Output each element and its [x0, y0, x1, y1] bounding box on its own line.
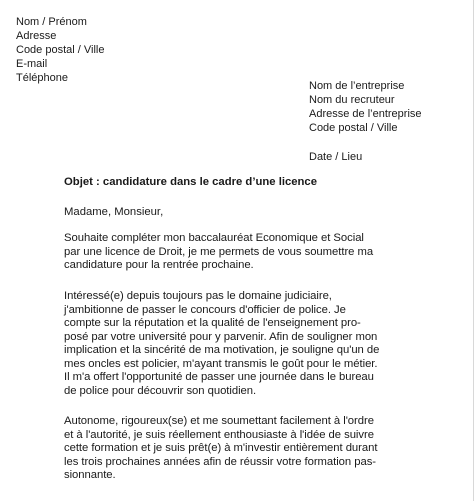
- sender-email: E-mail: [16, 58, 48, 70]
- salutation: Madame, Monsieur,: [64, 206, 164, 218]
- sender-address: Adresse: [16, 30, 57, 42]
- recipient-block: [309, 79, 422, 135]
- paragraph-line: Intéressé(e) depuis toujours pas le domaine judiciaire,: [64, 290, 332, 302]
- sender-name: Nom / Prénom: [16, 16, 87, 28]
- paragraph-line: et à l'autorité, je suis réellement enthousiaste à l'idée de suivre: [64, 428, 374, 441]
- paragraph-line: de police pour découvrir son quotidien.: [64, 384, 257, 397]
- paragraph-intro: [64, 232, 373, 273]
- paragraph-line: mes oncles est policier, m'ayant transmis le goût pour le métier.: [64, 357, 378, 370]
- letter-subject: Objet : candidature dans le cadre d’une licence: [64, 176, 317, 188]
- paragraph-line: Il m'a offert l'opportunité de passer une journée dans le bureau: [64, 371, 374, 383]
- paragraph-line: sionnante.: [64, 469, 116, 481]
- recipient-company: Nom de l’entreprise: [309, 80, 405, 92]
- paragraph-line: Autonome, rigoureux(se) et me soumettant facilement à l'ordre: [64, 415, 374, 427]
- sender-phone: Téléphone: [16, 72, 68, 84]
- sender-postal-city: Code postal / Ville: [16, 44, 105, 56]
- recipient-address: Adresse de l’entreprise: [309, 108, 422, 120]
- paragraph-line: compte sur la réputation et la qualité de l'enseignement pro-: [64, 317, 361, 329]
- paragraph-line: j'ambitionne de passer le concours d'officier de police. Je: [64, 303, 346, 316]
- sender-block: [16, 15, 104, 85]
- recipient-postal-city: Code postal / Ville: [309, 122, 398, 134]
- paragraph-qualities: [64, 415, 377, 483]
- paragraph-line: candidature pour la rentrée prochaine.: [64, 259, 254, 271]
- paragraph-line: par une licence de Droit, je me permets de vous soumettre ma: [64, 245, 374, 258]
- paragraph-line: implication et la sincérité de ma motivation, je souligne qu'un de: [64, 344, 380, 356]
- paragraph-line: les trois prochaines années afin de réussir votre formation pas-: [64, 455, 377, 468]
- recipient-recruiter: Nom du recruteur: [309, 94, 395, 106]
- date-place: Date / Lieu: [309, 151, 363, 163]
- paragraph-line: cette formation et je suis prêt(e) à m'investir entièrement durant: [64, 442, 378, 454]
- paragraph-motivation: [64, 290, 379, 398]
- paragraph-line: posé par votre université pour y parvenir. Afin de souligner mon: [64, 330, 378, 343]
- paragraph-line: Souhaite compléter mon baccalauréat Economique et Social: [64, 232, 364, 244]
